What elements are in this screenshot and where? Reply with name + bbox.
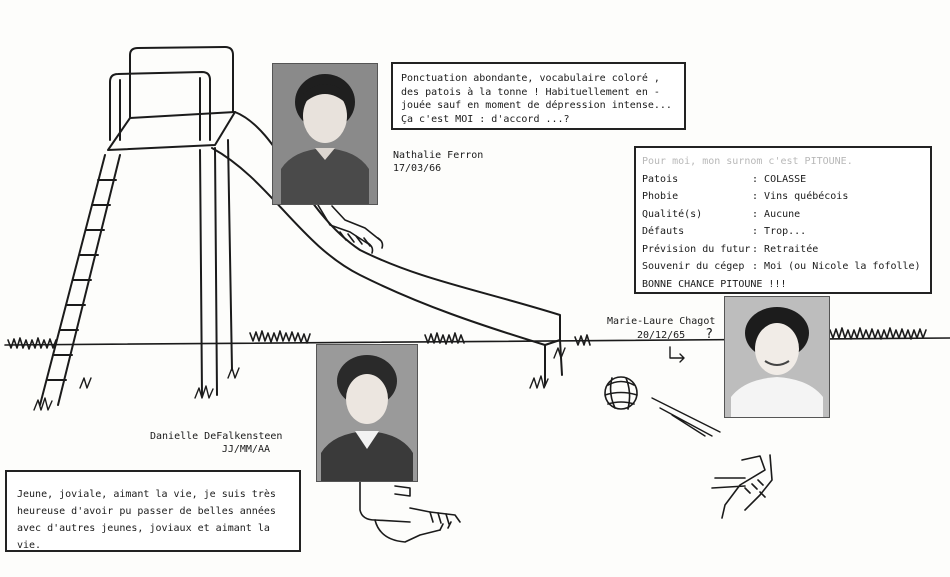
profile-value: : COLASSE	[752, 171, 806, 189]
portrait-photo	[724, 296, 830, 418]
motion-lines	[652, 398, 720, 436]
portrait-marie-laure	[725, 297, 829, 417]
person-name: Danielle DeFalkensteen	[150, 431, 283, 442]
profile-closing: BONNE CHANCE PITOUNE !!!	[642, 278, 787, 290]
portrait-danielle	[317, 345, 417, 481]
profile-intro: Pour moi, mon surnom c'est PITOUNE.	[642, 156, 853, 167]
person-date: 17/03/66	[393, 163, 442, 174]
quote-box	[5, 470, 301, 552]
profile-label: Qualité(s)	[642, 208, 703, 220]
slide-ladder	[40, 155, 120, 405]
person-name: Nathalie Ferron	[393, 150, 484, 161]
profile-row	[642, 171, 924, 189]
question-mark: ?	[705, 327, 714, 342]
profile-value: : Moi (ou Nicole la fofolle)	[752, 258, 921, 276]
profile-label: Souvenir du cégep	[642, 261, 745, 272]
slide-platform	[108, 47, 235, 150]
person-name: Marie-Laure Chagot	[607, 316, 716, 327]
portrait-photo	[272, 63, 378, 205]
profile-row	[642, 258, 924, 276]
profile-row	[642, 241, 924, 259]
person-caption	[393, 149, 483, 175]
profile-label: Défauts	[642, 226, 685, 237]
profile-label: Patois	[642, 173, 679, 185]
grass-tufts	[34, 348, 565, 410]
profile-row	[642, 223, 924, 241]
ball-drawing	[605, 377, 637, 409]
profile-value: : Aucune	[752, 206, 800, 224]
seated-figure	[360, 480, 460, 542]
arrow-mark	[670, 347, 684, 362]
profile-value: : Trop...	[752, 223, 806, 241]
profile-value: : Vins québécois	[752, 188, 848, 206]
slide-legs	[200, 140, 232, 395]
profile-label: Prévision du futur	[642, 243, 751, 255]
quote-text: Ponctuation abondante, vocabulaire coloré , des patois à la tonne ! Habituellement en - jouée sauf en moment de dépression intense... Ça c'est MOI : d'accord ...?	[401, 73, 672, 125]
profile-row	[642, 206, 924, 224]
person-date-line	[607, 328, 715, 342]
profile-value: : Retraitée	[752, 241, 818, 259]
person-caption	[150, 430, 283, 456]
profile-row	[642, 188, 924, 206]
quote-text: Jeune, joviale, aimant la vie, je suis très heureuse d'avoir pu passer de belles années avec d'autres jeunes, joviaux et aimant la vie.	[17, 489, 276, 551]
portrait-nathalie	[273, 64, 377, 204]
falling-figure-legs	[712, 455, 772, 518]
sliding-figure-legs	[318, 205, 383, 253]
person-date: JJ/MM/AA	[221, 444, 270, 455]
profile-label: Phobie	[642, 191, 679, 202]
portrait-photo	[316, 344, 418, 482]
person-date: 20/12/65	[637, 330, 686, 341]
profile-box	[634, 146, 932, 294]
quote-box	[391, 62, 686, 130]
person-caption	[607, 315, 715, 342]
